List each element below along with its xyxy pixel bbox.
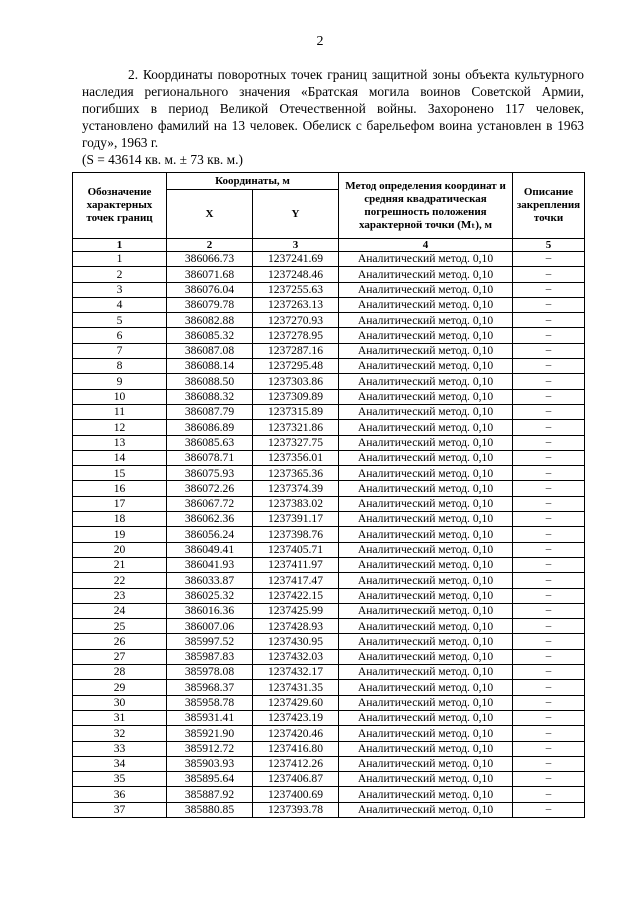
method-cell: Аналитический метод. 0,10 [339,588,513,603]
col-number: 3 [253,239,339,252]
method-cell: Аналитический метод. 0,10 [339,665,513,680]
table-row [73,680,585,695]
col-number: 4 [339,239,513,252]
x-cell: 385903.93 [167,756,253,771]
point-number-cell: 23 [73,588,167,603]
y-cell: 1237432.17 [253,665,339,680]
point-number-cell: 27 [73,649,167,664]
point-number-cell: 5 [73,313,167,328]
x-cell: 385931.41 [167,710,253,725]
point-number-cell: 19 [73,527,167,542]
description-cell: – [513,343,585,358]
point-number-cell: 4 [73,297,167,312]
point-number-cell: 10 [73,389,167,404]
y-cell: 1237412.26 [253,756,339,771]
table-row [73,802,585,817]
method-cell: Аналитический метод. 0,10 [339,542,513,557]
point-number-cell: 12 [73,420,167,435]
point-number-cell: 2 [73,267,167,282]
point-number-cell: 6 [73,328,167,343]
table-row [73,496,585,511]
x-cell: 386078.71 [167,450,253,465]
y-cell: 1237295.48 [253,359,339,374]
y-cell: 1237287.16 [253,343,339,358]
description-cell: – [513,741,585,756]
description-cell: – [513,512,585,527]
description-cell: – [513,527,585,542]
x-cell: 386016.36 [167,603,253,618]
method-cell: Аналитический метод. 0,10 [339,450,513,465]
x-cell: 386066.73 [167,252,253,267]
method-cell: Аналитический метод. 0,10 [339,435,513,450]
table-row [73,542,585,557]
table-row [73,527,585,542]
y-cell: 1237270.93 [253,313,339,328]
method-cell: Аналитический метод. 0,10 [339,726,513,741]
method-cell: Аналитический метод. 0,10 [339,802,513,817]
method-cell: Аналитический метод. 0,10 [339,557,513,572]
table-row [73,267,585,282]
header-y: Y [253,190,339,239]
header-coords: Координаты, м [167,173,339,190]
x-cell: 386056.24 [167,527,253,542]
y-cell: 1237430.95 [253,634,339,649]
table-row [73,389,585,404]
y-cell: 1237429.60 [253,695,339,710]
y-cell: 1237309.89 [253,389,339,404]
description-cell: – [513,496,585,511]
description-cell: – [513,435,585,450]
method-cell: Аналитический метод. 0,10 [339,603,513,618]
method-cell: Аналитический метод. 0,10 [339,710,513,725]
x-cell: 385978.08 [167,665,253,680]
col-number: 2 [167,239,253,252]
point-number-cell: 28 [73,665,167,680]
col-number: 5 [513,239,585,252]
table-row [73,649,585,664]
point-number-cell: 9 [73,374,167,389]
x-cell: 386085.63 [167,435,253,450]
y-cell: 1237278.95 [253,328,339,343]
x-cell: 386071.68 [167,267,253,282]
description-cell: – [513,695,585,710]
description-cell: – [513,267,585,282]
description-cell: – [513,603,585,618]
header-method: Метод определения координат и средняя квадратическая погрешность положения характерной точки (Mₜ), м [339,173,513,239]
table-row [73,512,585,527]
y-cell: 1237374.39 [253,481,339,496]
x-cell: 386076.04 [167,282,253,297]
point-number-cell: 1 [73,252,167,267]
table-row [73,343,585,358]
y-cell: 1237405.71 [253,542,339,557]
x-cell: 386062.36 [167,512,253,527]
table-row [73,252,585,267]
x-cell: 385997.52 [167,634,253,649]
method-cell: Аналитический метод. 0,10 [339,359,513,374]
table-row [73,450,585,465]
x-cell: 386007.06 [167,619,253,634]
description-cell: – [513,710,585,725]
method-cell: Аналитический метод. 0,10 [339,512,513,527]
method-cell: Аналитический метод. 0,10 [339,695,513,710]
point-number-cell: 21 [73,557,167,572]
description-cell: – [513,573,585,588]
method-cell: Аналитический метод. 0,10 [339,343,513,358]
y-cell: 1237425.99 [253,603,339,618]
table-row [73,328,585,343]
table-row [73,404,585,419]
point-number-cell: 15 [73,466,167,481]
intro-text: 2. Координаты поворотных точек границ защитной зоны объекта культурного наследия регионального значения «Братская могила воинов Советской Армии, погибших в период Великой Отечественной войны. Захоронено 117 человек, установлено фамилий на 13 человек. Обелиск с барельефом воина установлен в 1963 году», 1963 г. [82,67,584,150]
table-row [73,603,585,618]
description-cell: – [513,787,585,802]
y-cell: 1237321.86 [253,420,339,435]
x-cell: 386086.89 [167,420,253,435]
table-row [73,435,585,450]
point-number-cell: 3 [73,282,167,297]
y-cell: 1237422.15 [253,588,339,603]
description-cell: – [513,802,585,817]
point-number-cell: 13 [73,435,167,450]
description-cell: – [513,282,585,297]
page-number: 2 [316,34,324,49]
point-number-cell: 29 [73,680,167,695]
method-cell: Аналитический метод. 0,10 [339,772,513,787]
y-cell: 1237420.46 [253,726,339,741]
y-cell: 1237241.69 [253,252,339,267]
method-cell: Аналитический метод. 0,10 [339,527,513,542]
x-cell: 386087.08 [167,343,253,358]
y-cell: 1237315.89 [253,404,339,419]
table-row [73,726,585,741]
method-cell: Аналитический метод. 0,10 [339,374,513,389]
description-cell: – [513,313,585,328]
y-cell: 1237398.76 [253,527,339,542]
table-row [73,588,585,603]
method-cell: Аналитический метод. 0,10 [339,496,513,511]
table-row [73,466,585,481]
method-cell: Аналитический метод. 0,10 [339,297,513,312]
description-cell: – [513,542,585,557]
x-cell: 386079.78 [167,297,253,312]
method-cell: Аналитический метод. 0,10 [339,328,513,343]
description-cell: – [513,404,585,419]
method-cell: Аналитический метод. 0,10 [339,680,513,695]
method-cell: Аналитический метод. 0,10 [339,282,513,297]
point-number-cell: 24 [73,603,167,618]
y-cell: 1237255.63 [253,282,339,297]
y-cell: 1237356.01 [253,450,339,465]
section-intro [82,66,584,168]
header-description: Описание закрепления точки [513,173,585,239]
description-cell: – [513,359,585,374]
table-row [73,695,585,710]
x-cell: 386067.72 [167,496,253,511]
col-number: 1 [73,239,167,252]
point-number-cell: 36 [73,787,167,802]
point-number-cell: 16 [73,481,167,496]
y-cell: 1237383.02 [253,496,339,511]
y-cell: 1237248.46 [253,267,339,282]
point-number-cell: 14 [73,450,167,465]
x-cell: 385895.64 [167,772,253,787]
table-row [73,741,585,756]
description-cell: – [513,466,585,481]
method-cell: Аналитический метод. 0,10 [339,404,513,419]
point-number-cell: 33 [73,741,167,756]
x-cell: 386088.32 [167,389,253,404]
method-cell: Аналитический метод. 0,10 [339,481,513,496]
table-row [73,772,585,787]
description-cell: – [513,665,585,680]
x-cell: 386025.32 [167,588,253,603]
x-cell: 385968.37 [167,680,253,695]
method-cell: Аналитический метод. 0,10 [339,389,513,404]
intro-paragraph [82,66,584,168]
table-row [73,313,585,328]
point-number-cell: 30 [73,695,167,710]
table-row [73,297,585,312]
point-number-cell: 35 [73,772,167,787]
description-cell: – [513,634,585,649]
method-cell: Аналитический метод. 0,10 [339,267,513,282]
table-row [73,359,585,374]
method-cell: Аналитический метод. 0,10 [339,420,513,435]
x-cell: 385921.90 [167,726,253,741]
point-number-cell: 8 [73,359,167,374]
y-cell: 1237327.75 [253,435,339,450]
x-cell: 386033.87 [167,573,253,588]
x-cell: 386075.93 [167,466,253,481]
description-cell: – [513,588,585,603]
x-cell: 385880.85 [167,802,253,817]
description-cell: – [513,756,585,771]
y-cell: 1237432.03 [253,649,339,664]
table-row [73,282,585,297]
point-number-cell: 22 [73,573,167,588]
description-cell: – [513,726,585,741]
y-cell: 1237400.69 [253,787,339,802]
description-cell: – [513,297,585,312]
description-cell: – [513,772,585,787]
y-cell: 1237411.97 [253,557,339,572]
y-cell: 1237417.47 [253,573,339,588]
x-cell: 386072.26 [167,481,253,496]
point-number-cell: 37 [73,802,167,817]
table-row [73,573,585,588]
coordinates-table [72,172,585,818]
y-cell: 1237393.78 [253,802,339,817]
method-cell: Аналитический метод. 0,10 [339,787,513,802]
y-cell: 1237423.19 [253,710,339,725]
table-row [73,756,585,771]
table-row [73,420,585,435]
x-cell: 385987.83 [167,649,253,664]
table-row [73,665,585,680]
method-cell: Аналитический метод. 0,10 [339,619,513,634]
point-number-cell: 31 [73,710,167,725]
x-cell: 385912.72 [167,741,253,756]
x-cell: 386041.93 [167,557,253,572]
x-cell: 386088.14 [167,359,253,374]
y-cell: 1237431.35 [253,680,339,695]
point-number-cell: 32 [73,726,167,741]
table-row [73,634,585,649]
y-cell: 1237406.87 [253,772,339,787]
description-cell: – [513,557,585,572]
method-cell: Аналитический метод. 0,10 [339,252,513,267]
x-cell: 385887.92 [167,787,253,802]
x-cell: 386088.50 [167,374,253,389]
x-cell: 386087.79 [167,404,253,419]
header-point: Обозначение характерных точек границ [73,173,167,239]
point-number-cell: 25 [73,619,167,634]
x-cell: 386049.41 [167,542,253,557]
method-cell: Аналитический метод. 0,10 [339,741,513,756]
y-cell: 1237263.13 [253,297,339,312]
description-cell: – [513,374,585,389]
x-cell: 386082.88 [167,313,253,328]
point-number-cell: 18 [73,512,167,527]
table-row [73,710,585,725]
description-cell: – [513,420,585,435]
y-cell: 1237428.93 [253,619,339,634]
point-number-cell: 11 [73,404,167,419]
y-cell: 1237391.17 [253,512,339,527]
point-number-cell: 34 [73,756,167,771]
table-row [73,374,585,389]
point-number-cell: 7 [73,343,167,358]
description-cell: – [513,328,585,343]
y-cell: 1237365.36 [253,466,339,481]
description-cell: – [513,389,585,404]
x-cell: 385958.78 [167,695,253,710]
point-number-cell: 26 [73,634,167,649]
area-text: (S = 43614 кв. м. ± 73 кв. м.) [82,152,243,167]
table-row [73,787,585,802]
y-cell: 1237303.86 [253,374,339,389]
table-body [73,252,585,818]
method-cell: Аналитический метод. 0,10 [339,756,513,771]
description-cell: – [513,649,585,664]
method-cell: Аналитический метод. 0,10 [339,573,513,588]
x-cell: 386085.32 [167,328,253,343]
method-cell: Аналитический метод. 0,10 [339,634,513,649]
method-cell: Аналитический метод. 0,10 [339,313,513,328]
point-number-cell: 20 [73,542,167,557]
description-cell: – [513,252,585,267]
description-cell: – [513,450,585,465]
point-number-cell: 17 [73,496,167,511]
description-cell: – [513,680,585,695]
table-row [73,481,585,496]
description-cell: – [513,619,585,634]
y-cell: 1237416.80 [253,741,339,756]
table-row [73,619,585,634]
method-cell: Аналитический метод. 0,10 [339,649,513,664]
method-cell: Аналитический метод. 0,10 [339,466,513,481]
description-cell: – [513,481,585,496]
header-x: X [167,190,253,239]
table-row [73,557,585,572]
